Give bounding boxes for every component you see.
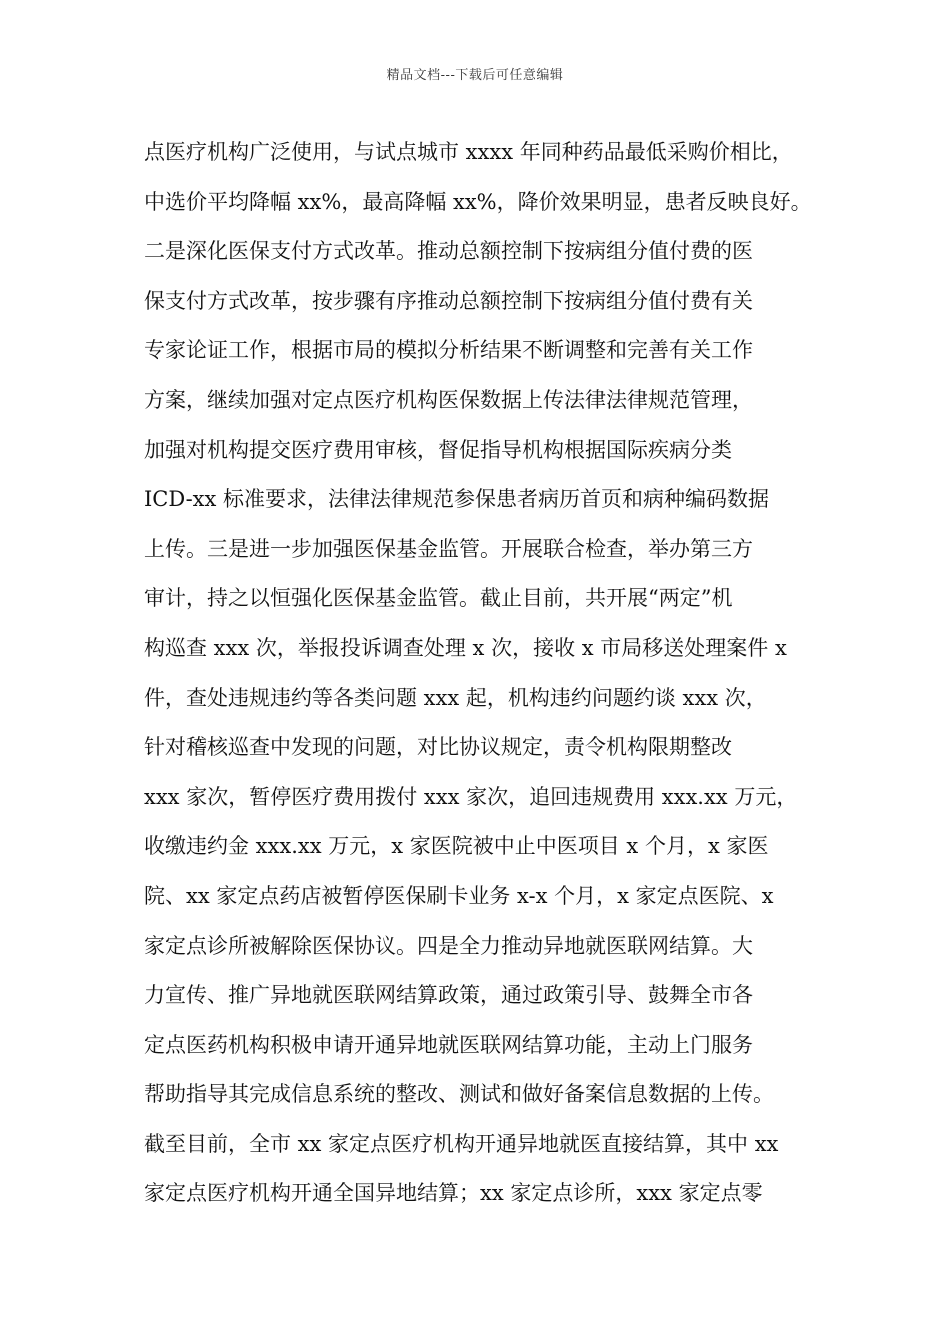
text-line: 保支付方式改革，按步骤有序推动总额控制下按病组分值付费有关 [144, 288, 753, 313]
text-line: 方案，继续加强对定点医疗机构医保数据上传法律法律规范管理， [144, 387, 753, 412]
text-line: ICD-xx 标准要求，法律法律规范参保患者病历首页和病种编码数据 [144, 487, 770, 512]
text-line: 截至目前，全市 xx 家定点医疗机构开通异地就医直接结算，其中 xx [144, 1131, 779, 1156]
text-line: 专家论证工作，根据市局的模拟分析结果不断调整和完善有关工作 [144, 338, 753, 363]
text-line: 力宣传、推广异地就医联网结算政策，通过政策引导、鼓舞全市各 [144, 983, 753, 1008]
text-line: 针对稽核巡查中发现的问题，对比协议规定，责令机构限期整改 [144, 735, 732, 760]
text-line: 中选价平均降幅 xx%，最高降幅 xx%，降价效果明显，患者反映良好。 [144, 189, 812, 214]
document-body [144, 128, 834, 1219]
text-line: 院、xx 家定点药店被暂停医保刷卡业务 x-x 个月，x 家定点医院、x [144, 883, 774, 908]
text-line: 家定点医疗机构开通全国异地结算；xx 家定点诊所，xxx 家定点零 [144, 1181, 763, 1206]
text-line: 二是深化医保支付方式改革。推动总额控制下按病组分值付费的医 [144, 239, 753, 264]
page-header: 精品文档---下载后可任意编辑 [386, 68, 564, 83]
text-line: 收缴违约金 xxx.xx 万元，x 家医院被中止中医项目 x 个月，x 家医 [144, 834, 769, 859]
text-line: 审计，持之以恒强化医保基金监管。截止目前，共开展“两定”机 [144, 586, 733, 611]
text-line: 加强对机构提交医疗费用审核，督促指导机构根据国际疾病分类 [144, 437, 732, 462]
text-line: 上传。三是进一步加强医保基金监管。开展联合检查，举办第三方 [144, 536, 753, 561]
text-line: 定点医药机构积极申请开通异地就医联网结算功能，主动上门服务 [144, 1032, 753, 1057]
text-line: xxx 家次，暂停医疗费用拨付 xxx 家次，追回违规费用 xxx.xx 万元， [144, 784, 798, 809]
text-line: 点医疗机构广泛使用，与试点城市 xxxx 年同种药品最低采购价相比， [144, 140, 793, 164]
text-line: 构巡查 xxx 次，举报投诉调查处理 x 次，接收 x 市局移送处理案件 x [144, 635, 787, 660]
text-line: 件，查处违规违约等各类问题 xxx 起，机构违约问题约谈 xxx 次， [144, 685, 767, 710]
text-line: 帮助指导其完成信息系统的整改、测试和做好备案信息数据的上传。 [144, 1082, 774, 1107]
text-line: 家定点诊所被解除医保协议。四是全力推动异地就医联网结算。大 [144, 933, 753, 958]
